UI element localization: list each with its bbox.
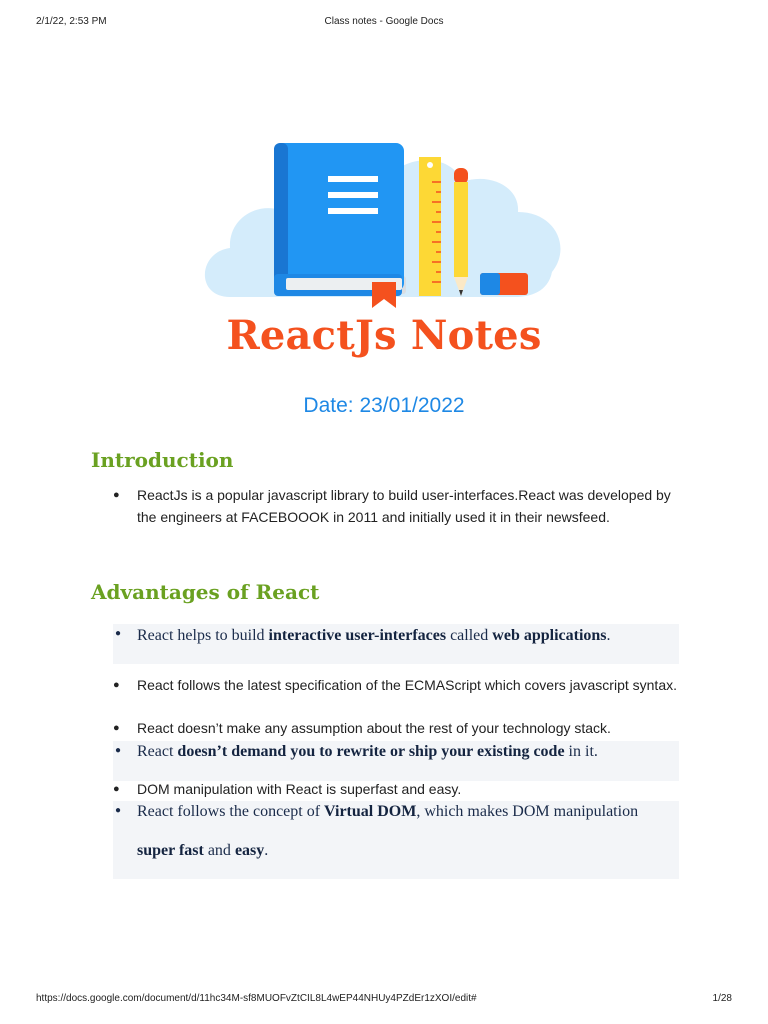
bullet-dot: ● <box>113 722 120 734</box>
book-icon <box>274 143 406 308</box>
pencil-icon <box>454 168 468 296</box>
ruler-icon <box>419 157 441 296</box>
bullet-dot: ● <box>115 745 122 756</box>
list-item-text: React follows the latest specification of the ECMAScript which covers javascript syntax. <box>137 677 677 693</box>
print-datetime: 2/1/22, 2:53 PM <box>36 16 107 27</box>
print-title: Class notes - Google Docs <box>324 16 444 27</box>
document-url: https://docs.google.com/document/d/11hc34M-sf8MUOFvZtCIL8L4wEP44NHUy4PZdEr1zXOI/edit# <box>36 993 477 1004</box>
list-item <box>113 674 679 696</box>
bullet-dot: ● <box>113 489 120 501</box>
list-item-text-continued: super fast and easy. <box>137 842 269 859</box>
list-item-text: React doesn’t demand you to rewrite or ship your existing code in it. <box>137 743 598 760</box>
bullet-dot: ● <box>113 679 120 691</box>
list-item-text: React doesn’t make any assumption about the rest of your technology stack. <box>137 720 611 736</box>
books-illustration <box>200 112 570 317</box>
list-item-text: DOM manipulation with React is superfast and easy. <box>137 781 462 797</box>
print-footer <box>36 993 732 1007</box>
print-header <box>36 16 732 30</box>
document-date: Date: 23/01/2022 <box>303 394 465 417</box>
eraser-icon <box>480 273 528 295</box>
list-item <box>113 484 679 528</box>
list-item <box>113 778 679 800</box>
list-item-text: React helps to build interactive user-interfaces called web applications. <box>137 627 611 644</box>
page-number: 1/28 <box>712 993 732 1004</box>
heading-introduction: Introduction <box>91 448 234 472</box>
bullet-dot: ● <box>115 628 122 639</box>
bullet-dot: ● <box>113 783 120 795</box>
highlighted-list-item <box>113 624 679 664</box>
heading-advantages: Advantages of React <box>91 580 320 604</box>
highlighted-list-item <box>113 741 679 781</box>
list-item-text: React follows the concept of Virtual DOM, which makes DOM manipulation <box>137 803 639 820</box>
list-item <box>113 717 679 739</box>
document-title: ReactJs Notes <box>226 312 542 359</box>
list-item-text: ReactJs is a popular javascript library to build user-interfaces.React was developed by the engineers at FACEBOOOK in 2011 and initially used it in their newsfeed. <box>137 487 671 525</box>
bullet-dot: ● <box>115 805 122 816</box>
highlighted-list-item <box>113 801 679 879</box>
